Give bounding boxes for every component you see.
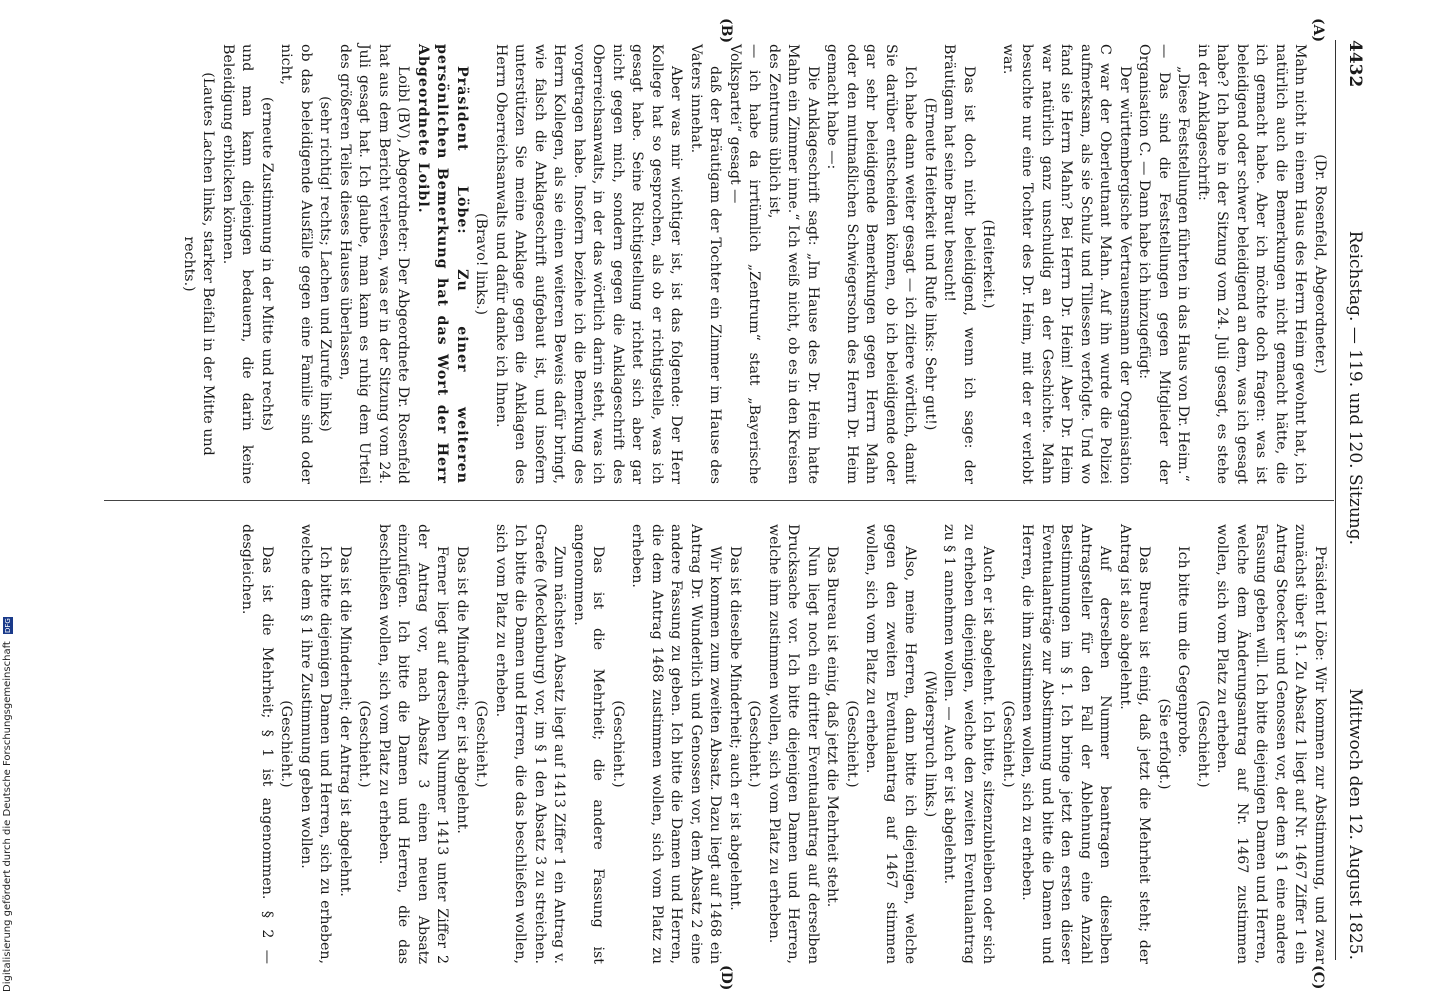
paragraph: Das Bureau ist einig, daß jetzt die Mehrheit steht. xyxy=(824,546,841,908)
interjection: (Geschieht.) xyxy=(746,700,763,788)
dfg-logo: DFG xyxy=(4,618,12,633)
paragraph: Aber was mir wichtiger ist, ist das folgende: Der Herr Kollege hat so gesprochen, als ob er richtigstelle, was ich gesagt habe. Seine Richtigstellung richtet sich aber gar nicht gegen mich, sondern gegen die Anklageschrift des Oberreichsanwalts, in der das wörtlich darin steht, was ich vorgetragen habe. Insofern beziehe ich die Bemerkung des Herrn Kollegen, als sie einen weiteren Beweis dafür bringt, wie falsch die Anklageschrift aufgebaut ist, und insofern unterstützen Sie meine Anklage gegen die Anklagen des Herrn Oberreichsanwalts und dafür danke ich Ihnen. xyxy=(493,44,685,484)
paragraph: Das Bureau ist einig, daß jetzt die Mehrheit steht; der Antrag ist also abgelehnt. xyxy=(1117,524,1153,964)
paragraph: Mahn nicht in einem Haus des Herrn Heim gewohnt hat, ich natürlich auch die Bemerkungen nicht gemacht hätte, die ich gemacht habe. Aber ich möchte doch fragen: was ist beleidigend oder schwer beleidigend an dem, was ich gesagt habe? Ich habe in der Sitzung vom 24. Juli gesagt, es stehe in der Anklageschrift: xyxy=(1195,44,1309,484)
interjection: (Geschieht.) xyxy=(278,700,295,788)
paragraph: Auch er ist abgelehnt. Ich bitte, sitzenzubleiben oder sich zu erheben diejenigen, welche den zweiten Eventualantrag zu § 1 annehmen wollen. — Auch er ist abgelehnt. xyxy=(941,524,997,964)
margin-marker-b: (B) xyxy=(718,18,734,44)
header-date: Mittwoch den 12. August 1825. xyxy=(1345,688,1365,960)
page-header xyxy=(1340,40,1370,960)
speaker-paragraph: Präsident Löbe: Zu einer weiteren persönlichen Bemerkung hat das Wort der Herr Abgeordnete Loibl. xyxy=(415,44,470,484)
paragraph: Wir kommen zum zweiten Absatz. Dazu liegt auf 1468 ein Antrag Dr. Wunderlich und Genossen vor, dem Absatz 2 eine andere Fassung zu geben. Ich bitte die Damen und Herren, die dem Antrag 1468 zustimmen wollen, sich vom Platz zu erheben. xyxy=(629,524,724,964)
funding-note xyxy=(2,2,22,992)
column-separator xyxy=(104,500,1334,501)
paragraph: ob das beleidigende Ausfälle gegen eine Familie sind oder nicht, xyxy=(278,44,314,484)
funding-text: Digitalisierung gefördert durch die Deutsche Forschungsgemeinschaft xyxy=(2,641,13,992)
right-column xyxy=(237,524,1329,964)
interjection: (Geschieht.) xyxy=(844,700,860,788)
interjection: (Widerspruch links.) xyxy=(922,670,938,818)
margin-marker-c: (C) xyxy=(1310,965,1326,990)
paragraph: Ich bitte um die Gegenprobe. xyxy=(1175,546,1192,758)
quote: Die Anklageschrift sagt: „Im Hause des Dr. Heim hatte Mahn ein Zimmer inne.“ Ich weiß nicht, ob es in den Kreisen des Zentrums üblich ist, xyxy=(766,44,821,484)
paragraph: Also, meine Herren, dann bitte ich diejenigen, welche gegen den zweiten Eventualantrag auf 1467 stimmen wollen, sich vom Platz zu erheben. xyxy=(863,524,919,964)
paragraph: Auf derselben Nummer beantragen dieselben Antragsteller für den Fall der Ablehnung eine Anzahl Bestimmungen im § 1. Ich bringe jetzt den ersten dieser Eventualanträge zur Abstimmung und bitte die Damen und Herren, die ihm zustimmen wollen, sich zu erheben. xyxy=(1019,524,1114,964)
paragraph: Das ist dieselbe Minderheit; auch er ist abgelehnt. xyxy=(727,546,743,911)
paragraph: daß der Bräutigam der Tochter ein Zimmer im Hause des Vaters innehat. xyxy=(688,44,724,484)
interjection: (Erneute Heiterkeit und Rufe links: Sehr gut!) xyxy=(922,97,938,431)
paragraph: — Das sind die Feststellungen gegen Mitglieder der Organisation C. — Dann habe ich hinzugefügt: xyxy=(1136,44,1172,484)
paragraph: Zum nächsten Absatz liegt auf 1413 Ziffer 1 ein Antrag v. Graefe (Mecklenburg) vor, im § 1 den Absatz 3 zu streichen. Ich bitte die Damen und Herren, die das beschließen wollen, sich vom Platz zu erheben. xyxy=(493,524,568,964)
left-column xyxy=(179,44,1330,484)
paragraph: Ich habe dann weiter gesagt — ich zitiere wörtlich, damit Sie darüber entscheiden können, ob ich beleidigende oder gar sehr beleidigende Bemerkungen gegen Herrn Mahn oder den mutmaßlichen Schwiegersohn des Herrn Dr. Heim gemacht habe —: xyxy=(824,44,919,484)
interjection: (Bravo! links.) xyxy=(473,212,490,316)
interjection: (Geschieht.) xyxy=(1000,700,1016,788)
interjection: (Geschieht.) xyxy=(356,700,373,788)
interjection: (Geschieht.) xyxy=(1195,700,1211,788)
interjection: (Geschieht.) xyxy=(610,700,626,788)
quote: „Diese Feststellungen führten in das Haus von Dr. Heim.“ xyxy=(1175,66,1192,482)
paragraph: Das ist doch nicht beleidigend, wenn ich sage: der Bräutigam hat seine Braut besucht! xyxy=(941,44,977,484)
speaker-note: (Dr. Rosenfeld, Abgeordneter.) xyxy=(1312,154,1328,374)
paragraph: Das ist die Mehrheit; § 1 ist angenommen. § 2 — desgleichen. xyxy=(239,524,275,964)
paragraph: Ich bitte diejenigen Damen und Herren, sich zu erheben, welche dem § 1 ihre Zustimmung geben wollen. xyxy=(298,524,334,964)
quote: Der württembergische Vertrauensmann der Organisation C war der Oberleutnant Mahn. Auf ihn wurde die Polizei aufmerksam, als sie Schulz und Tillessen verfolgte. Und wo fand sie Herrn Mahn? Bei Herrn Dr. Heim! Aber Dr. Heim war natürlich ganz unschuldig an der Geschichte. Mahn besuchte nur eine Tochter des Dr. Heim, mit der er verlobt war. xyxy=(1000,44,1133,484)
interjection: (Sie erfolgt.) xyxy=(1156,698,1172,790)
paragraph: — ich habe da irrtümlich „Zentrum“ statt „Bayerische Volkspartei“ gesagt — xyxy=(727,44,763,484)
paragraph: Nun liegt noch ein dritter Eventualantrag auf derselben Drucksache vor. Ich bitte diejenigen Damen und Herren, welche ihm zustimmen wollen, sich vom Platz zu erheben. xyxy=(766,524,821,964)
margin-marker-d: (D) xyxy=(718,965,734,991)
paragraph: und man kann diejenigen bedauern, die darin keine Beleidigung erblicken können. xyxy=(220,44,256,484)
paragraph: Das ist die Minderheit; der Antrag ist abgelehnt. xyxy=(337,546,353,897)
interjection: (Heiterkeit.) xyxy=(980,219,997,309)
page-number: 4432 xyxy=(1345,40,1365,88)
header-title: Reichstag. — 119. und 120. Sitzung. xyxy=(1345,230,1365,546)
paragraph: Ferner liegt auf derselben Nummer 1413 unter Ziffer 2 der Antrag vor, nach Absatz 3 einen neuen Absatz einzufügen. Ich bitte die Damen und Herren, die das beschließen wollen, sich vom Platz zu erheben. xyxy=(376,524,451,964)
interjection: (Geschieht.) xyxy=(473,700,490,788)
margin-marker-a: (A) xyxy=(1310,18,1326,43)
paragraph: Das ist die Minderheit; er ist abgelehnt. xyxy=(454,546,470,834)
header-rule xyxy=(1335,40,1336,960)
interjection: (sehr richtig! rechts; Lachen und Zurufe links) xyxy=(317,96,334,432)
paragraph: Das ist die Mehrheit; die andere Fassung ist angenommen. xyxy=(571,524,607,964)
speaker-paragraph: Präsident Löbe: Wir kommen zur Abstimmung, und zwar zunächst über § 1. Zu Absatz 1 liegt auf Nr. 1467 Ziffer 1 ein Antrag Stoecker und Genossen vor, der dem § 1 eine andere Fassung geben will. Ich bitte diejenigen Damen und Herren, welche dem Änderungsantrag auf Nr. 1467 zustimmen wollen, sich vom Platz zu erheben. xyxy=(1214,524,1328,964)
interjection: (Lautes Lachen links, starker Beifall in der Mitte und rechts.) xyxy=(181,72,217,456)
interjection: (erneute Zustimmung in der Mitte und rechts) xyxy=(259,96,275,432)
speaker-paragraph: Loibl (BV), Abgeordneter: Der Abgeordnete Dr. Rosenfeld hat aus dem Bericht verlesen, was er in der Sitzung vom 24. Juli gesagt hat. Ich glaube, man kann es ruhig dem Urteil des größeren Teiles dieses Hauses überlassen, xyxy=(337,44,412,484)
